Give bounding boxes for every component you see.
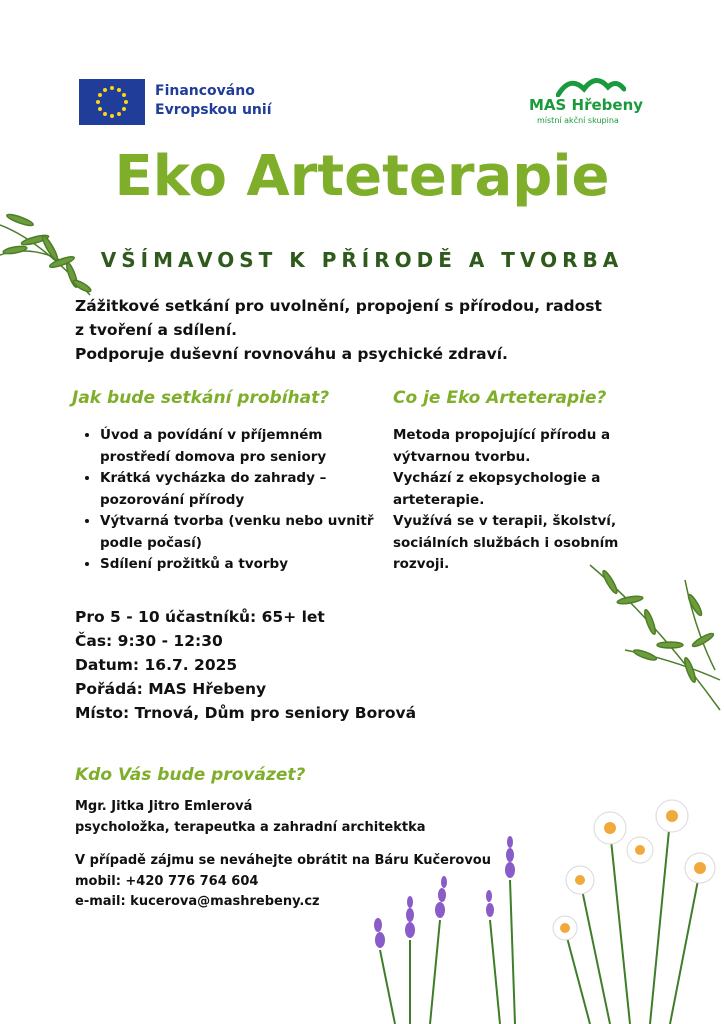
- intro-line-2: z tvoření a sdílení.: [75, 321, 238, 339]
- about-line-1: Metoda propojující přírodu a: [393, 427, 611, 443]
- program-item-1: • Úvod a povídání v příjemném prostředí domova pro seniory: [100, 425, 390, 468]
- time-info: Čas: 9:30 - 12:30: [75, 632, 223, 650]
- main-title: Eko Arteterapie: [114, 144, 610, 209]
- program-list: [80, 425, 390, 576]
- about-line-2: výtvarnou tvorbu.: [393, 448, 531, 465]
- place-info: Místo: Trnová, Dům pro seniory Borová: [75, 704, 417, 722]
- about-heading: Co je Eko Arteterapie?: [393, 388, 607, 408]
- date-info: Datum: 16.7. 2025: [75, 656, 238, 674]
- contact-phone[interactable]: mobil: +420 776 764 604: [75, 873, 259, 889]
- organizer-info: Pořádá: MAS Hřebeny: [75, 680, 267, 698]
- program-item-2: • Krátká vycházka do zahrady – pozorování přírody: [100, 468, 390, 511]
- funding-label: [155, 82, 272, 120]
- intro-text: [75, 294, 675, 366]
- intro-line-3: Podporuje duševní rovnováhu a psychické zdraví.: [75, 345, 508, 363]
- program-item-3: • Výtvarná tvorba (venku nebo uvnitř podle počasí): [100, 511, 390, 554]
- contact-line: V případě zájmu se neváhejte obrátit na Báru Kučerovou: [75, 853, 491, 868]
- program-heading: Jak bude setkání probíhat?: [72, 388, 330, 408]
- subtitle: VŠÍMAVOST K PŘÍRODĚ A TVORBA: [100, 248, 624, 272]
- program-item-4: • Sdílení prožitků a tvorby: [100, 554, 390, 576]
- funding-line-2: Evropskou unií: [155, 102, 272, 118]
- eu-stars-icon: [79, 79, 145, 125]
- about-line-6: sociálních službách i osobním: [393, 534, 619, 551]
- contact-email[interactable]: e-mail: kucerova@mashrebeny.cz: [75, 894, 320, 909]
- about-line-3: Vychází z ekopsychologie a: [393, 470, 601, 486]
- about-text: [393, 425, 663, 576]
- about-line-7: rozvoji.: [393, 556, 450, 572]
- about-line-5: Využívá se v terapii, školství,: [393, 513, 617, 529]
- guide-role: psycholožka, terapeutka a zahradní architektka: [75, 819, 426, 835]
- about-line-4: arteterapie.: [393, 491, 485, 508]
- participants-info: Pro 5 - 10 účastníků: 65+ let: [75, 608, 325, 626]
- event-info: [75, 605, 416, 725]
- intro-line-1: Zážitkové setkání pro uvolnění, propojení s přírodou, radost: [75, 297, 602, 315]
- mas-hills-logo-icon: [556, 73, 626, 97]
- eu-flag-logo: [79, 79, 145, 125]
- contact-info: [75, 851, 491, 913]
- rosemary-branch-right-icon: [585, 560, 724, 720]
- guide-info: [75, 797, 426, 838]
- guide-heading: Kdo Vás bude provázet?: [75, 765, 306, 785]
- funding-line-1: Financováno: [155, 83, 255, 99]
- mas-logo-subtitle: místní akční skupina: [537, 116, 619, 125]
- mas-logo-name: MAS Hřebeny: [529, 96, 644, 114]
- guide-name: Mgr. Jitka Jitro Emlerová: [75, 799, 253, 814]
